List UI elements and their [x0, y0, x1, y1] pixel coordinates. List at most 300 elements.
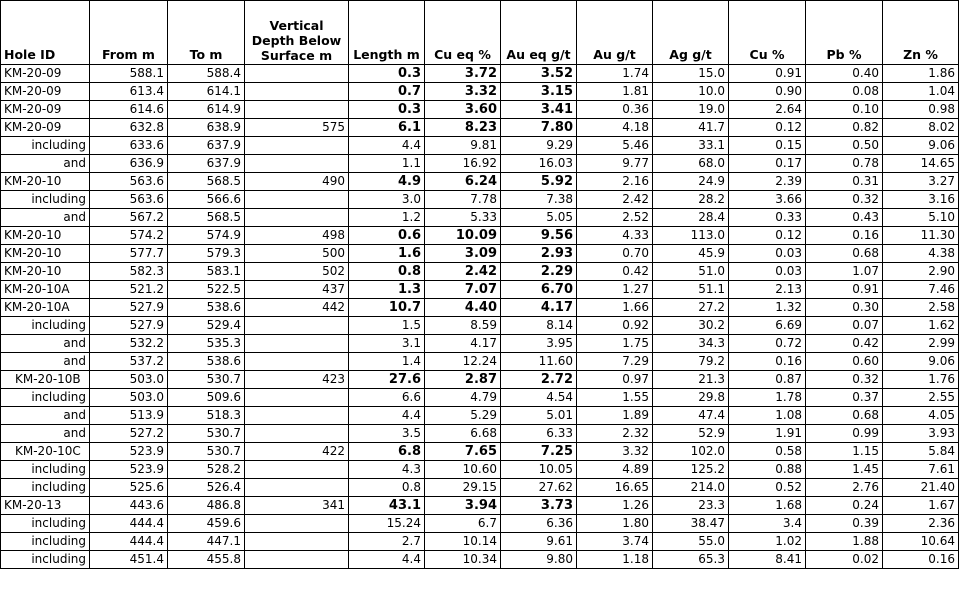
cell-cu: 2.64	[729, 101, 806, 119]
cell-pb: 0.68	[806, 245, 883, 263]
cell-cu-eq: 29.15	[425, 479, 501, 497]
cell-from-m: 443.6	[90, 497, 168, 515]
header-cu: Cu %	[729, 1, 806, 65]
cell-au-eq: 9.61	[501, 533, 577, 551]
cell-zn: 2.99	[883, 335, 959, 353]
cell-au-eq: 10.05	[501, 461, 577, 479]
cell-zn: 3.93	[883, 425, 959, 443]
cell-au: 1.80	[577, 515, 653, 533]
cell-cu-eq: 3.32	[425, 83, 501, 101]
cell-ag: 68.0	[653, 155, 729, 173]
cell-vertical-depth	[245, 83, 349, 101]
cell-cu-eq: 7.78	[425, 191, 501, 209]
cell-au: 4.89	[577, 461, 653, 479]
cell-cu-eq: 16.92	[425, 155, 501, 173]
cell-from-m: 444.4	[90, 533, 168, 551]
cell-cu-eq: 4.40	[425, 299, 501, 317]
header-hole-id: Hole ID	[1, 1, 90, 65]
cell-to-m: 526.4	[168, 479, 245, 497]
cell-cu: 1.02	[729, 533, 806, 551]
cell-to-m: 486.8	[168, 497, 245, 515]
cell-au: 0.70	[577, 245, 653, 263]
cell-cu: 6.69	[729, 317, 806, 335]
cell-vertical-depth	[245, 407, 349, 425]
cell-cu: 0.91	[729, 65, 806, 83]
cell-to-m: 528.2	[168, 461, 245, 479]
cell-zn: 0.16	[883, 551, 959, 569]
cell-cu: 1.91	[729, 425, 806, 443]
cell-from-m: 537.2	[90, 353, 168, 371]
cell-zn: 9.06	[883, 353, 959, 371]
header-row	[1, 1, 959, 65]
cell-cu-eq: 5.29	[425, 407, 501, 425]
cell-from-m: 513.9	[90, 407, 168, 425]
cell-pb: 0.68	[806, 407, 883, 425]
cell-ag: 52.9	[653, 425, 729, 443]
table-row	[1, 155, 959, 173]
cell-hole-id: and	[1, 425, 90, 443]
cell-to-m: 518.3	[168, 407, 245, 425]
cell-to-m: 579.3	[168, 245, 245, 263]
cell-cu-eq: 3.09	[425, 245, 501, 263]
cell-ag: 23.3	[653, 497, 729, 515]
cell-cu-eq: 3.60	[425, 101, 501, 119]
cell-from-m: 614.6	[90, 101, 168, 119]
cell-au: 1.81	[577, 83, 653, 101]
cell-au-eq: 2.93	[501, 245, 577, 263]
table-row	[1, 425, 959, 443]
cell-ag: 34.3	[653, 335, 729, 353]
cell-length-m: 3.5	[349, 425, 425, 443]
cell-to-m: 574.9	[168, 227, 245, 245]
cell-au-eq: 2.72	[501, 371, 577, 389]
cell-cu-eq: 6.24	[425, 173, 501, 191]
cell-au-eq: 3.15	[501, 83, 577, 101]
cell-to-m: 566.6	[168, 191, 245, 209]
cell-hole-id: and	[1, 407, 90, 425]
cell-ag: 45.9	[653, 245, 729, 263]
cell-au-eq: 5.01	[501, 407, 577, 425]
cell-pb: 0.31	[806, 173, 883, 191]
cell-au-eq: 5.05	[501, 209, 577, 227]
cell-ag: 51.0	[653, 263, 729, 281]
table-row	[1, 533, 959, 551]
cell-hole-id: KM-20-10C	[1, 443, 90, 461]
cell-ag: 10.0	[653, 83, 729, 101]
cell-cu-eq: 6.68	[425, 425, 501, 443]
cell-ag: 29.8	[653, 389, 729, 407]
cell-hole-id: KM-20-10B	[1, 371, 90, 389]
cell-ag: 19.0	[653, 101, 729, 119]
cell-zn: 11.30	[883, 227, 959, 245]
cell-vertical-depth: 437	[245, 281, 349, 299]
cell-from-m: 613.4	[90, 83, 168, 101]
cell-to-m: 530.7	[168, 425, 245, 443]
table-row	[1, 407, 959, 425]
cell-au: 7.29	[577, 353, 653, 371]
cell-cu-eq: 5.33	[425, 209, 501, 227]
cell-cu-eq: 7.07	[425, 281, 501, 299]
cell-from-m: 563.6	[90, 191, 168, 209]
cell-cu: 0.12	[729, 119, 806, 137]
cell-pb: 0.50	[806, 137, 883, 155]
cell-length-m: 27.6	[349, 371, 425, 389]
cell-hole-id: KM-20-09	[1, 119, 90, 137]
cell-au: 16.65	[577, 479, 653, 497]
cell-to-m: 530.7	[168, 371, 245, 389]
cell-to-m: 538.6	[168, 353, 245, 371]
cell-ag: 214.0	[653, 479, 729, 497]
cell-cu: 3.66	[729, 191, 806, 209]
cell-au-eq: 3.95	[501, 335, 577, 353]
cell-cu: 1.32	[729, 299, 806, 317]
table-row	[1, 227, 959, 245]
cell-cu: 0.88	[729, 461, 806, 479]
cell-pb: 0.40	[806, 65, 883, 83]
cell-pb: 0.10	[806, 101, 883, 119]
cell-au-eq: 9.29	[501, 137, 577, 155]
cell-vertical-depth: 498	[245, 227, 349, 245]
cell-vertical-depth: 500	[245, 245, 349, 263]
cell-cu-eq: 8.23	[425, 119, 501, 137]
cell-length-m: 10.7	[349, 299, 425, 317]
cell-length-m: 4.3	[349, 461, 425, 479]
cell-au-eq: 3.52	[501, 65, 577, 83]
cell-hole-id: and	[1, 209, 90, 227]
cell-zn: 5.84	[883, 443, 959, 461]
cell-hole-id: KM-20-09	[1, 65, 90, 83]
cell-from-m: 636.9	[90, 155, 168, 173]
cell-pb: 2.76	[806, 479, 883, 497]
cell-ag: 27.2	[653, 299, 729, 317]
cell-hole-id: including	[1, 191, 90, 209]
cell-to-m: 614.9	[168, 101, 245, 119]
cell-ag: 125.2	[653, 461, 729, 479]
table-row	[1, 299, 959, 317]
cell-pb: 1.07	[806, 263, 883, 281]
cell-ag: 41.7	[653, 119, 729, 137]
table-row	[1, 551, 959, 569]
cell-from-m: 532.2	[90, 335, 168, 353]
cell-au-eq: 4.54	[501, 389, 577, 407]
cell-hole-id: including	[1, 461, 90, 479]
cell-pb: 0.37	[806, 389, 883, 407]
cell-to-m: 588.4	[168, 65, 245, 83]
cell-length-m: 0.8	[349, 479, 425, 497]
cell-ag: 28.4	[653, 209, 729, 227]
cell-au: 9.77	[577, 155, 653, 173]
cell-au: 1.18	[577, 551, 653, 569]
cell-zn: 7.61	[883, 461, 959, 479]
cell-length-m: 1.1	[349, 155, 425, 173]
cell-cu-eq: 12.24	[425, 353, 501, 371]
cell-to-m: 638.9	[168, 119, 245, 137]
table-row	[1, 263, 959, 281]
cell-cu-eq: 7.65	[425, 443, 501, 461]
cell-from-m: 588.1	[90, 65, 168, 83]
cell-cu: 2.13	[729, 281, 806, 299]
cell-vertical-depth	[245, 191, 349, 209]
cell-hole-id: including	[1, 515, 90, 533]
cell-hole-id: including	[1, 551, 90, 569]
cell-hole-id: and	[1, 335, 90, 353]
cell-to-m: 535.3	[168, 335, 245, 353]
cell-au-eq: 27.62	[501, 479, 577, 497]
table-row	[1, 83, 959, 101]
table-row	[1, 137, 959, 155]
cell-hole-id: KM-20-10A	[1, 281, 90, 299]
header-to-m: To m	[168, 1, 245, 65]
cell-cu: 0.87	[729, 371, 806, 389]
cell-vertical-depth: 502	[245, 263, 349, 281]
cell-hole-id: and	[1, 353, 90, 371]
cell-pb: 0.16	[806, 227, 883, 245]
cell-pb: 0.42	[806, 335, 883, 353]
cell-ag: 102.0	[653, 443, 729, 461]
cell-vertical-depth	[245, 461, 349, 479]
cell-from-m: 632.8	[90, 119, 168, 137]
header-au: Au g/t	[577, 1, 653, 65]
cell-hole-id: KM-20-10	[1, 263, 90, 281]
cell-pb: 0.32	[806, 191, 883, 209]
cell-ag: 47.4	[653, 407, 729, 425]
cell-from-m: 633.6	[90, 137, 168, 155]
cell-ag: 30.2	[653, 317, 729, 335]
cell-to-m: 637.9	[168, 155, 245, 173]
cell-hole-id: KM-20-09	[1, 83, 90, 101]
cell-au: 1.55	[577, 389, 653, 407]
cell-to-m: 522.5	[168, 281, 245, 299]
table-row	[1, 65, 959, 83]
cell-au: 0.92	[577, 317, 653, 335]
cell-vertical-depth: 422	[245, 443, 349, 461]
cell-au: 2.16	[577, 173, 653, 191]
cell-pb: 1.88	[806, 533, 883, 551]
cell-vertical-depth	[245, 335, 349, 353]
cell-length-m: 0.3	[349, 101, 425, 119]
cell-au-eq: 7.38	[501, 191, 577, 209]
cell-pb: 0.82	[806, 119, 883, 137]
table-row	[1, 371, 959, 389]
cell-au: 0.42	[577, 263, 653, 281]
cell-hole-id: KM-20-10	[1, 173, 90, 191]
cell-pb: 0.43	[806, 209, 883, 227]
cell-cu: 8.41	[729, 551, 806, 569]
cell-to-m: 447.1	[168, 533, 245, 551]
cell-cu-eq: 2.42	[425, 263, 501, 281]
cell-vertical-depth	[245, 155, 349, 173]
cell-length-m: 1.3	[349, 281, 425, 299]
cell-cu: 0.03	[729, 263, 806, 281]
cell-vertical-depth	[245, 137, 349, 155]
table-row	[1, 443, 959, 461]
cell-au: 1.26	[577, 497, 653, 515]
cell-pb: 0.08	[806, 83, 883, 101]
cell-zn: 1.62	[883, 317, 959, 335]
cell-cu: 0.90	[729, 83, 806, 101]
cell-length-m: 0.3	[349, 65, 425, 83]
cell-length-m: 0.8	[349, 263, 425, 281]
cell-ag: 79.2	[653, 353, 729, 371]
cell-pb: 0.07	[806, 317, 883, 335]
cell-vertical-depth	[245, 479, 349, 497]
cell-zn: 1.04	[883, 83, 959, 101]
cell-cu-eq: 6.7	[425, 515, 501, 533]
cell-au: 4.18	[577, 119, 653, 137]
cell-zn: 1.67	[883, 497, 959, 515]
cell-length-m: 6.6	[349, 389, 425, 407]
table-row	[1, 281, 959, 299]
cell-pb: 0.24	[806, 497, 883, 515]
cell-au: 5.46	[577, 137, 653, 155]
cell-au-eq: 6.33	[501, 425, 577, 443]
cell-ag: 113.0	[653, 227, 729, 245]
cell-cu: 0.12	[729, 227, 806, 245]
cell-vertical-depth	[245, 515, 349, 533]
cell-cu-eq: 2.87	[425, 371, 501, 389]
cell-from-m: 527.2	[90, 425, 168, 443]
cell-zn: 3.16	[883, 191, 959, 209]
cell-au-eq: 3.41	[501, 101, 577, 119]
cell-au: 1.75	[577, 335, 653, 353]
table-row	[1, 245, 959, 263]
cell-vertical-depth: 490	[245, 173, 349, 191]
cell-length-m: 4.4	[349, 407, 425, 425]
cell-au-eq: 7.80	[501, 119, 577, 137]
cell-zn: 8.02	[883, 119, 959, 137]
cell-zn: 2.55	[883, 389, 959, 407]
cell-cu-eq: 10.14	[425, 533, 501, 551]
cell-cu: 0.72	[729, 335, 806, 353]
cell-to-m: 614.1	[168, 83, 245, 101]
table-row	[1, 479, 959, 497]
cell-cu: 0.17	[729, 155, 806, 173]
cell-zn: 2.36	[883, 515, 959, 533]
cell-au-eq: 9.80	[501, 551, 577, 569]
cell-to-m: 583.1	[168, 263, 245, 281]
cell-hole-id: including	[1, 389, 90, 407]
cell-hole-id: including	[1, 317, 90, 335]
cell-length-m: 6.8	[349, 443, 425, 461]
table-row	[1, 515, 959, 533]
cell-au: 4.33	[577, 227, 653, 245]
cell-from-m: 527.9	[90, 317, 168, 335]
header-ag: Ag g/t	[653, 1, 729, 65]
cell-pb: 0.60	[806, 353, 883, 371]
cell-vertical-depth: 341	[245, 497, 349, 515]
cell-hole-id: including	[1, 137, 90, 155]
cell-from-m: 567.2	[90, 209, 168, 227]
cell-from-m: 503.0	[90, 389, 168, 407]
cell-vertical-depth	[245, 389, 349, 407]
cell-zn: 1.86	[883, 65, 959, 83]
cell-pb: 0.78	[806, 155, 883, 173]
cell-au: 1.27	[577, 281, 653, 299]
cell-zn: 7.46	[883, 281, 959, 299]
cell-au: 0.97	[577, 371, 653, 389]
cell-pb: 0.39	[806, 515, 883, 533]
cell-hole-id: KM-20-09	[1, 101, 90, 119]
cell-au: 0.36	[577, 101, 653, 119]
cell-hole-id: KM-20-10	[1, 245, 90, 263]
cell-length-m: 15.24	[349, 515, 425, 533]
cell-length-m: 4.4	[349, 137, 425, 155]
cell-cu-eq: 10.09	[425, 227, 501, 245]
cell-au-eq: 3.73	[501, 497, 577, 515]
cell-zn: 1.76	[883, 371, 959, 389]
cell-hole-id: KM-20-10	[1, 227, 90, 245]
cell-ag: 55.0	[653, 533, 729, 551]
header-au-eq: Au eq g/t	[501, 1, 577, 65]
cell-vertical-depth	[245, 101, 349, 119]
cell-zn: 5.10	[883, 209, 959, 227]
cell-length-m: 6.1	[349, 119, 425, 137]
cell-pb: 0.02	[806, 551, 883, 569]
cell-from-m: 577.7	[90, 245, 168, 263]
header-vertical-depth: Vertical Depth Below Surface m	[245, 1, 349, 65]
header-length-m: Length m	[349, 1, 425, 65]
cell-pb: 0.99	[806, 425, 883, 443]
cell-pb: 0.91	[806, 281, 883, 299]
cell-au-eq: 16.03	[501, 155, 577, 173]
cell-cu: 1.68	[729, 497, 806, 515]
cell-length-m: 3.1	[349, 335, 425, 353]
cell-vertical-depth	[245, 353, 349, 371]
cell-zn: 2.58	[883, 299, 959, 317]
cell-length-m: 3.0	[349, 191, 425, 209]
cell-cu-eq: 10.60	[425, 461, 501, 479]
cell-zn: 0.98	[883, 101, 959, 119]
cell-length-m: 1.5	[349, 317, 425, 335]
cell-cu: 3.4	[729, 515, 806, 533]
cell-cu: 0.33	[729, 209, 806, 227]
cell-to-m: 455.8	[168, 551, 245, 569]
cell-vertical-depth	[245, 533, 349, 551]
cell-length-m: 43.1	[349, 497, 425, 515]
cell-au-eq: 6.70	[501, 281, 577, 299]
table-row	[1, 101, 959, 119]
table-row	[1, 335, 959, 353]
cell-ag: 21.3	[653, 371, 729, 389]
cell-ag: 28.2	[653, 191, 729, 209]
cell-au: 3.74	[577, 533, 653, 551]
cell-from-m: 503.0	[90, 371, 168, 389]
cell-vertical-depth	[245, 209, 349, 227]
cell-to-m: 538.6	[168, 299, 245, 317]
cell-from-m: 523.9	[90, 461, 168, 479]
cell-to-m: 568.5	[168, 173, 245, 191]
cell-au-eq: 8.14	[501, 317, 577, 335]
cell-pb: 1.15	[806, 443, 883, 461]
table-header	[1, 1, 959, 65]
cell-to-m: 529.4	[168, 317, 245, 335]
cell-from-m: 525.6	[90, 479, 168, 497]
cell-to-m: 637.9	[168, 137, 245, 155]
cell-pb: 0.30	[806, 299, 883, 317]
cell-au: 1.89	[577, 407, 653, 425]
cell-to-m: 509.6	[168, 389, 245, 407]
cell-cu-eq: 3.94	[425, 497, 501, 515]
table-body	[1, 65, 959, 569]
cell-length-m: 2.7	[349, 533, 425, 551]
cell-zn: 2.90	[883, 263, 959, 281]
cell-vertical-depth	[245, 65, 349, 83]
table-row	[1, 191, 959, 209]
cell-from-m: 521.2	[90, 281, 168, 299]
cell-cu: 1.78	[729, 389, 806, 407]
cell-zn: 21.40	[883, 479, 959, 497]
table-row	[1, 173, 959, 191]
